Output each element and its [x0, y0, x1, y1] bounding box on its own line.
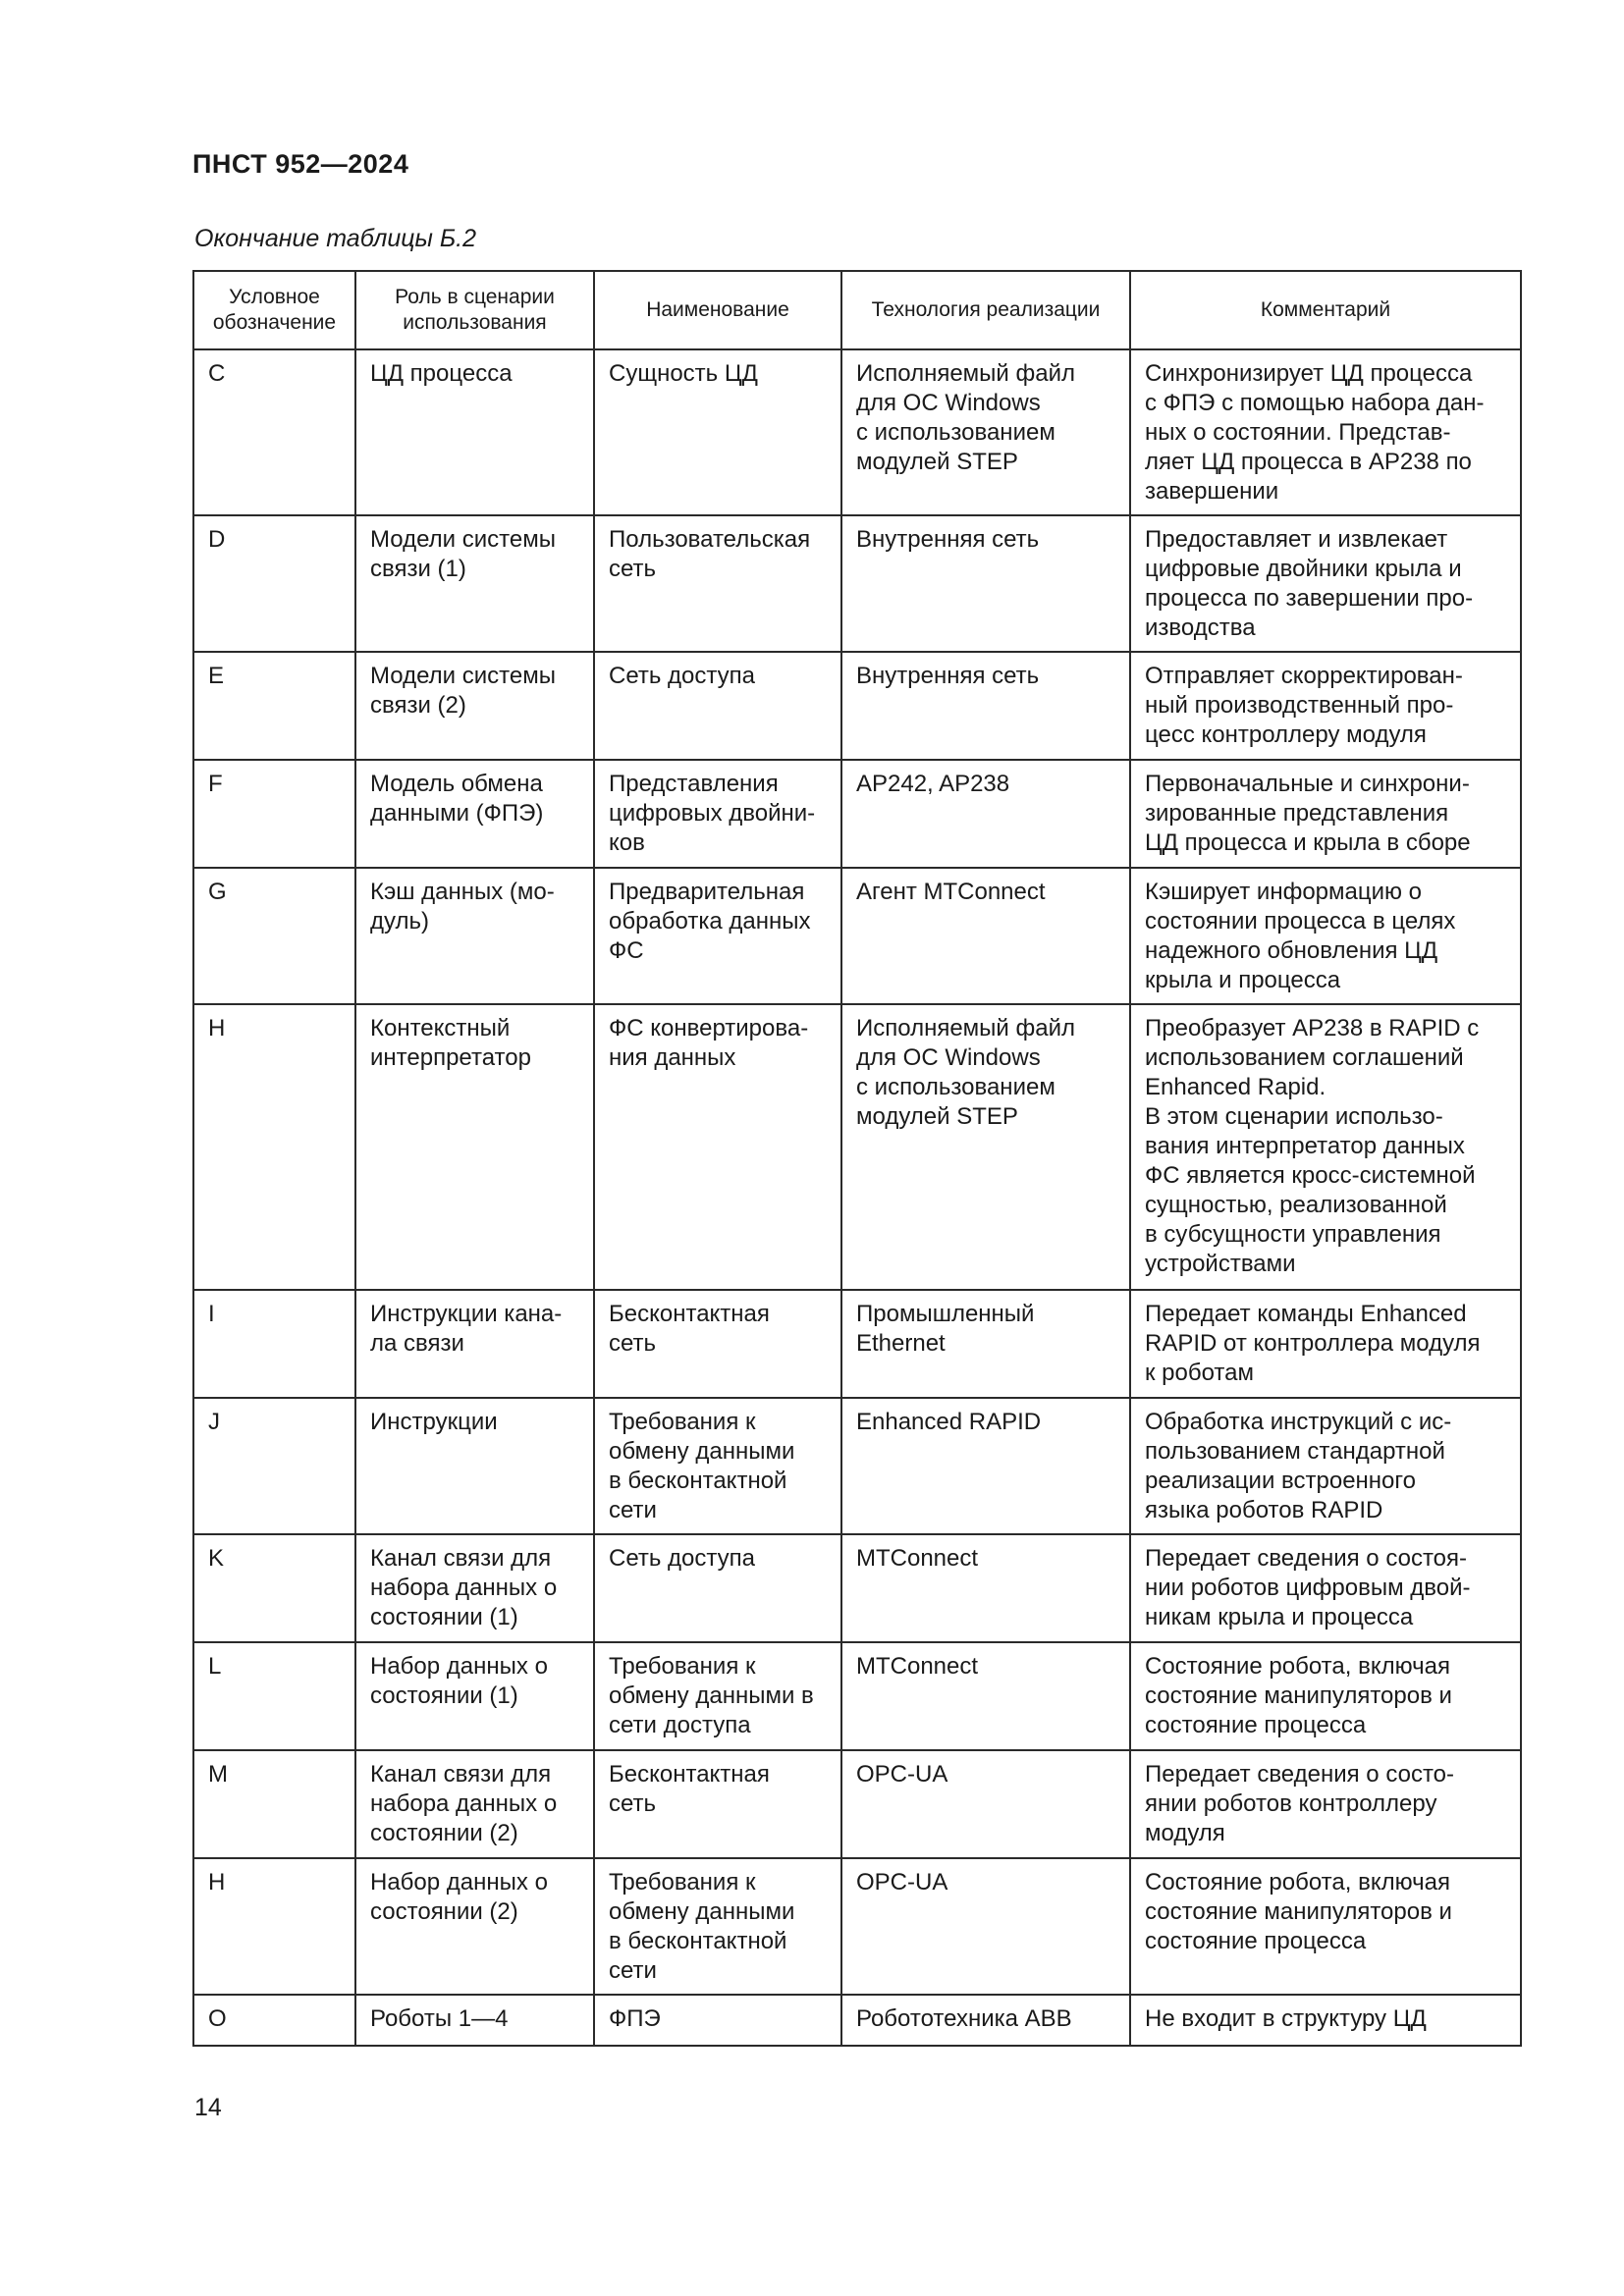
- cell-name: Сущность ЦД: [594, 349, 841, 515]
- table-row: [193, 1995, 1521, 2046]
- table-row: [193, 1004, 1521, 1290]
- cell-name: Предварительная обработка данных ФС: [594, 868, 841, 1004]
- cell-technology: MTConnect: [841, 1642, 1130, 1750]
- cell-designation: H: [193, 1858, 355, 1995]
- table-caption: Окончание таблицы Б.2: [194, 225, 476, 252]
- cell-designation: K: [193, 1534, 355, 1642]
- table-body: [193, 349, 1521, 2046]
- cell-designation: I: [193, 1290, 355, 1398]
- cell-role: Набор данных о состоянии (1): [355, 1642, 594, 1750]
- cell-designation: L: [193, 1642, 355, 1750]
- cell-role: Канал связи для набора данных о состоянии (1): [355, 1534, 594, 1642]
- cell-role: Модели системы связи (1): [355, 515, 594, 652]
- cell-role: Набор данных о состоянии (2): [355, 1858, 594, 1995]
- col-header-name: Наименование: [594, 271, 841, 349]
- page-number: 14: [194, 2094, 222, 2121]
- cell-comment: Обработка инструкций с ис- пользованием стандартной реализации встроенного языка роботов RAPID: [1130, 1398, 1521, 1534]
- cell-role: Роботы 1—4: [355, 1995, 594, 2046]
- table-row: [193, 1534, 1521, 1642]
- table-row: [193, 1290, 1521, 1398]
- cell-designation: M: [193, 1750, 355, 1858]
- table-row: [193, 1750, 1521, 1858]
- cell-name: Бесконтактная сеть: [594, 1750, 841, 1858]
- cell-designation: C: [193, 349, 355, 515]
- cell-designation: O: [193, 1995, 355, 2046]
- cell-comment: Состояние робота, включая состояние манипуляторов и состояние процесса: [1130, 1642, 1521, 1750]
- cell-comment: Состояние робота, включая состояние манипуляторов и состояние процесса: [1130, 1858, 1521, 1995]
- cell-technology: OPC-UA: [841, 1858, 1130, 1995]
- cell-designation: G: [193, 868, 355, 1004]
- document-header: ПНСТ 952—2024: [192, 149, 409, 179]
- col-header-role: Роль в сценарии использования: [355, 271, 594, 349]
- cell-comment: Кэширует информацию о состоянии процесса в целях надежного обновления ЦД крыла и процесса: [1130, 868, 1521, 1004]
- cell-comment: Передает сведения о состо- янии роботов контроллеру модуля: [1130, 1750, 1521, 1858]
- cell-comment: Преобразует AP238 в RAPID с использованием соглашений Enhanced Rapid. В этом сценарии использо- вания интерпретатор данных ФС является кросс-системной сущностью, реализованной в субсущности управления устройствами: [1130, 1004, 1521, 1290]
- cell-role: ЦД процесса: [355, 349, 594, 515]
- table-row: [193, 1642, 1521, 1750]
- table-row: [193, 349, 1521, 515]
- col-header-comment: Комментарий: [1130, 271, 1521, 349]
- cell-comment: Предоставляет и извлекает цифровые двойники крыла и процесса по завершении про- изводства: [1130, 515, 1521, 652]
- table-row: [193, 1398, 1521, 1534]
- table-row: [193, 1858, 1521, 1995]
- col-header-technology: Технология реализации: [841, 271, 1130, 349]
- cell-name: Требования к обмену данными в бесконтактной сети: [594, 1398, 841, 1534]
- cell-technology: MTConnect: [841, 1534, 1130, 1642]
- cell-comment: Синхронизирует ЦД процесса с ФПЭ с помощью набора дан- ных о состоянии. Представ- ляет ЦД процесса в AP238 по завершении: [1130, 349, 1521, 515]
- table-row: [193, 760, 1521, 868]
- cell-designation: F: [193, 760, 355, 868]
- cell-technology: Enhanced RAPID: [841, 1398, 1130, 1534]
- col-header-designation: Условное обозначение: [193, 271, 355, 349]
- cell-name: Пользовательская сеть: [594, 515, 841, 652]
- cell-designation: J: [193, 1398, 355, 1534]
- cell-designation: E: [193, 652, 355, 760]
- cell-technology: AP242, AP238: [841, 760, 1130, 868]
- cell-role: Кэш данных (мо- дуль): [355, 868, 594, 1004]
- cell-designation: D: [193, 515, 355, 652]
- cell-name: Требования к обмену данными в бесконтактной сети: [594, 1858, 841, 1995]
- cell-role: Контекстный интерпретатор: [355, 1004, 594, 1290]
- cell-role: Инструкции: [355, 1398, 594, 1534]
- table-row: [193, 515, 1521, 652]
- cell-designation: H: [193, 1004, 355, 1290]
- cell-technology: Исполняемый файл для ОС Windows с использованием модулей STEP: [841, 1004, 1130, 1290]
- cell-name: Сеть доступа: [594, 652, 841, 760]
- cell-technology: Исполняемый файл для ОС Windows с использованием модулей STEP: [841, 349, 1130, 515]
- cell-technology: Промышленный Ethernet: [841, 1290, 1130, 1398]
- cell-comment: Отправляет скорректирован- ный производственный про- цесс контроллеру модуля: [1130, 652, 1521, 760]
- cell-technology: OPC-UA: [841, 1750, 1130, 1858]
- cell-name: Требования к обмену данными в сети доступа: [594, 1642, 841, 1750]
- cell-name: Сеть доступа: [594, 1534, 841, 1642]
- cell-role: Канал связи для набора данных о состоянии (2): [355, 1750, 594, 1858]
- cell-technology: Робототехника ABB: [841, 1995, 1130, 2046]
- cell-role: Инструкции кана- ла связи: [355, 1290, 594, 1398]
- cell-technology: Внутренняя сеть: [841, 652, 1130, 760]
- cell-role: Модели системы связи (2): [355, 652, 594, 760]
- cell-comment: Передает команды Enhanced RAPID от контроллера модуля к роботам: [1130, 1290, 1521, 1398]
- table-header-row: [193, 271, 1521, 349]
- cell-technology: Агент MTConnect: [841, 868, 1130, 1004]
- cell-role: Модель обмена данными (ФПЭ): [355, 760, 594, 868]
- table-row: [193, 868, 1521, 1004]
- table-row: [193, 652, 1521, 760]
- cell-name: Бесконтактная сеть: [594, 1290, 841, 1398]
- cell-technology: Внутренняя сеть: [841, 515, 1130, 652]
- cell-comment: Первоначальные и синхрони- зированные представления ЦД процесса и крыла в сборе: [1130, 760, 1521, 868]
- spec-table: [192, 270, 1522, 2047]
- cell-comment: Не входит в структуру ЦД: [1130, 1995, 1521, 2046]
- cell-name: Представления цифровых двойни- ков: [594, 760, 841, 868]
- cell-comment: Передает сведения о состоя- нии роботов цифровым двой- никам крыла и процесса: [1130, 1534, 1521, 1642]
- cell-name: ФС конвертирова- ния данных: [594, 1004, 841, 1290]
- cell-name: ФПЭ: [594, 1995, 841, 2046]
